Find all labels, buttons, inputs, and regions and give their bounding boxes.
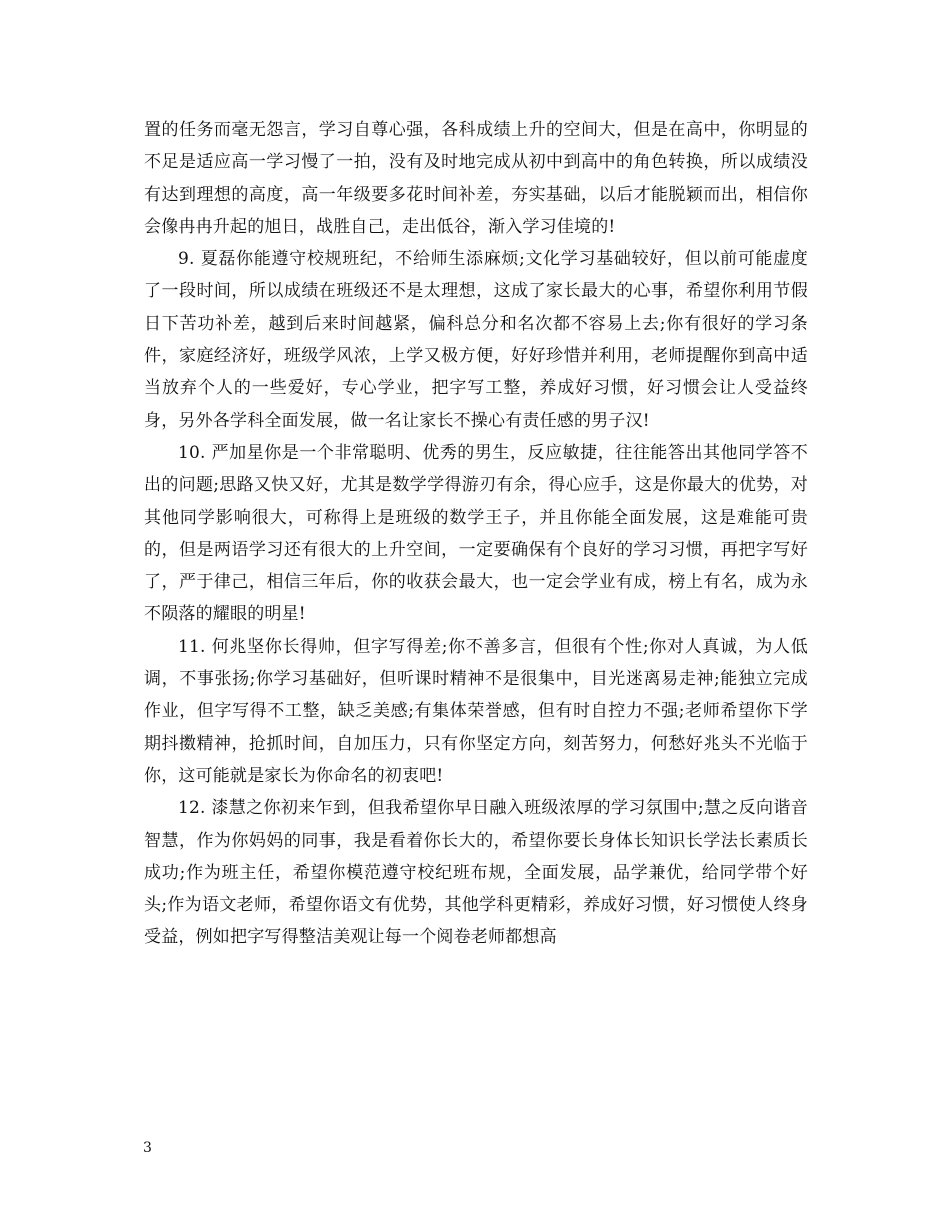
paragraph-comment-11: 11. 何兆坚你长得帅，但字写得差;你不善多言，但很有个性;你对人真诚，为人低调，不事张扬;你学习基础好，但听课时精神不是很集中，目光迷离易走神;能独立完成作业，但字写得不工整，缺乏美感;有集体荣誉感，但有时自控力不强;老师希望你下学期抖擞精神，抢抓时间，自加压力，只有你坚定方向，刻苦努力，何愁好兆头不光临于你，这可能就是家长为你命名的初衷吧! [144, 636, 808, 786]
paragraph-comment-10: 10. 严加星你是一个非常聪明、优秀的男生，反应敏捷，往往能答出其他同学答不出的问题;思路又快又好，尤其是数学学得游刃有余，得心应手，这是你最大的优势，对其他同学影响很大，可称得上是班级的数学王子，并且你能全面发展，这是难能可贵的，但是两语学习还有很大的上升空间，一定要确保有个良好的学习习惯，再把字写好了，严于律己，相信三年后，你的收获会最大，也一定会学业有成，榜上有名，成为永不陨落的耀眼的明星! [144, 442, 808, 625]
page-number: 3 [143, 1140, 152, 1156]
paragraph-comment-9: 9. 夏磊你能遵守校规班纪，不给师生添麻烦;文化学习基础较好，但以前可能虚度了一段时间，所以成绩在班级还不是太理想，这成了家长最大的心事，希望你利用节假日下苦功补差，越到后来时间越紧，偏科总分和名次都不容易上去;你有很好的学习条件，家庭经济好，班级学风浓，上学又极方便，好好珍惜并利用，老师提醒你到高中适当放弃个人的一些爱好，专心学业，把字写工整，养成好习惯，好习惯会让人受益终身，另外各学科全面发展，做一名让家长不操心有责任感的男子汉! [144, 249, 808, 431]
document-body [144, 114, 808, 954]
paragraph-continuation: 置的任务而毫无怨言，学习自尊心强，各科成绩上升的空间大，但是在高中，你明显的不足是适应高一学习慢了一拍，没有及时地完成从初中到高中的角色转换，所以成绩没有达到理想的高度，高一年级要多花时间补差，夯实基础，以后才能脱颖而出，相信你会像冉冉升起的旭日，战胜自己，走出低谷，渐入学习佳境的! [144, 120, 808, 237]
paragraph-comment-12: 12. 漆慧之你初来乍到，但我希望你早日融入班级浓厚的学习氛围中;慧之反向谐音智慧，作为你妈妈的同事，我是看着你长大的，希望你要长身体长知识长学法长素质长成功;作为班主任，希望你模范遵守校纪班布规，全面发展，品学兼优，给同学带个好头;作为语文老师，希望你语文有优势，其他学科更精彩，养成好习惯，好习惯使人终身受益，例如把字写得整洁美观让每一个阅卷老师都想高 [144, 798, 808, 948]
